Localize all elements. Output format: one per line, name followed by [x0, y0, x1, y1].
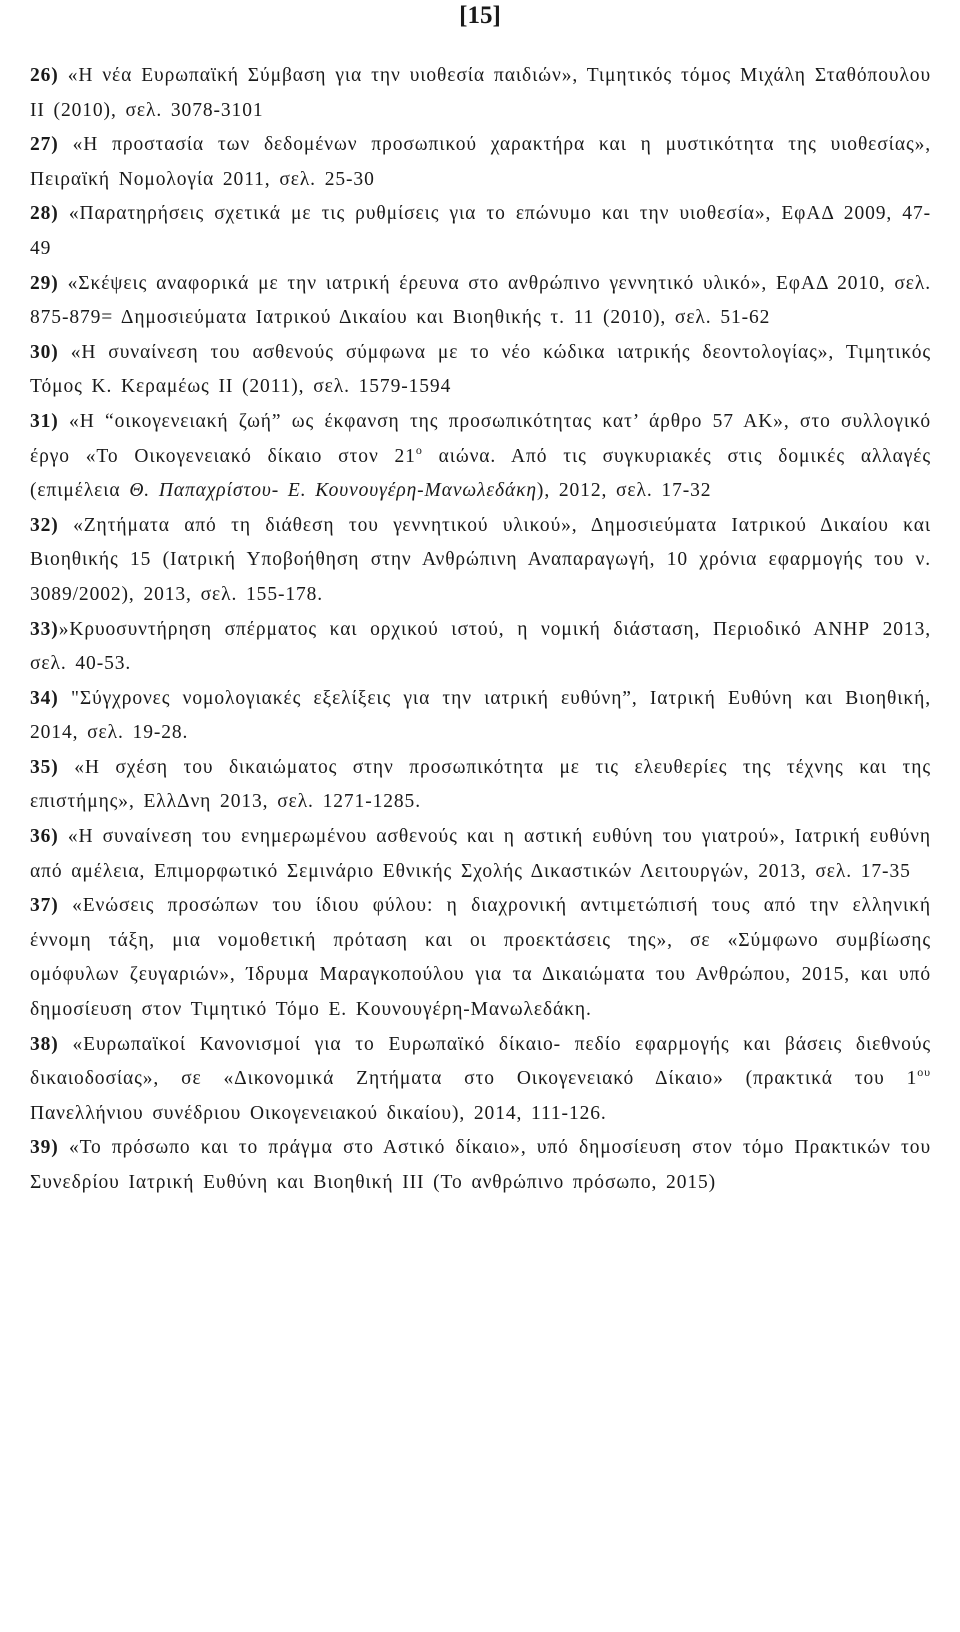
- publication-entry-29: [30, 267, 931, 336]
- superscript-ordinal: ο: [415, 442, 423, 457]
- publication-entry-36: [30, 820, 931, 889]
- entry-text: «Η προστασία των δεδομένων προσωπικού χαρακτήρα και η μυστικότητα της υιοθεσίας», Πειραϊκή Νομολογία 2011, σελ. 25-30: [30, 134, 931, 190]
- entry-text: «Η συναίνεση του ασθενούς σύμφωνα με το νέο κώδικα ιατρικής δεοντολογίας», Τιμητικός Τόμος Κ. Κεραμέως ΙΙ (2011), σελ. 1579-1594: [30, 341, 931, 398]
- entry-number: 31): [30, 410, 59, 432]
- entry-text: αιώνα. Από τις συγκυριακές στις δομικές αλλαγές (επιμέλεια: [30, 445, 931, 502]
- entry-number: 37): [30, 895, 59, 917]
- publication-entry-33: [30, 613, 931, 682]
- publication-entry-37: [30, 889, 931, 1027]
- publication-entry-32: [30, 509, 931, 613]
- publication-entry-27: [30, 128, 931, 197]
- publication-entry-39: [30, 1131, 931, 1200]
- entry-text: «Η “οικογενειακή ζωή” ως έκφανση της προσωπικότητας κατ’ άρθρο 57 ΑΚ», στο συλλογικό έργο «Το Οικογενειακό δίκαιο στον 21: [30, 410, 931, 467]
- entry-number: 35): [30, 756, 59, 778]
- publication-entry-28: [30, 197, 931, 266]
- editor-names: Θ. Παπαχρίστου- Ε. Κουνουγέρη-Μανωλεδάκη: [129, 480, 537, 502]
- entry-number: 38): [30, 1033, 59, 1055]
- entry-text: «Ευρωπαϊκοί Κανονισμοί για το Ευρωπαϊκό δίκαιο- πεδίο εφαρμογής και βάσεις διεθνούς δικαιοδοσίας», σε «Δικονομικά Ζητήματα στο Οικογενειακό Δίκαιο» (πρακτικά του 1: [30, 1033, 932, 1090]
- superscript-ordinal: ου: [917, 1065, 931, 1080]
- publication-entry-30: [30, 336, 931, 405]
- entry-text: «Το πρόσωπο και το πράγμα στο Αστικό δίκαιο», υπό δημοσίευση στον τόμο Πρακτικών του Συνεδρίου Ιατρική Ευθύνη και Βιοηθική ΙΙΙ (Το ανθρώπινο πρόσωπο, 2015): [30, 1137, 931, 1193]
- entry-number: 28): [30, 203, 59, 225]
- publication-entry-35: [30, 751, 931, 820]
- entry-number: 29): [30, 272, 59, 294]
- publication-entry-34: [30, 682, 931, 751]
- entry-number: 39): [30, 1137, 59, 1159]
- entry-text: «Σκέψεις αναφορικά με την ιατρική έρευνα στο ανθρώπινο γεννητικό υλικό», ΕφΑΔ 2010, σελ. 875-879= Δημοσιεύματα Ιατρικού Δικαίου και Βιοηθικής τ. 11 (2010), σελ. 51-62: [30, 272, 932, 329]
- publication-list: [30, 59, 931, 1201]
- publication-entry-26: [30, 59, 931, 128]
- entry-number: 32): [30, 514, 59, 536]
- entry-text: «Ενώσεις προσώπων του ίδιου φύλου: η διαχρονική αντιμετώπισή τους από την ελληνική έννομη τάξη, μια νομοθετική πρόταση και οι προεκτάσεις της», σε «Σύμφωνο συμβίωσης ομόφυλων ζευγαριών», Ίδρυμα Μαραγκοπούλου για τα Δικαιώματα του Ανθρώπου, 2015, και υπό δημοσίευση στον Τιμητικό Τόμο Ε. Κουνουγέρη-Μανωλεδάκη.: [30, 895, 931, 1021]
- entry-text: «Παρατηρήσεις σχετικά με τις ρυθμίσεις για το επώνυμο και την υιοθεσία», ΕφΑΔ 2009, 47-49: [30, 203, 931, 259]
- publication-entry-38: [30, 1028, 931, 1132]
- entry-number: 34): [30, 687, 59, 709]
- entry-text: »Κρυοσυντήρηση σπέρματος και ορχικού ιστού, η νομική διάσταση, Περιοδικό ΑΝΗΡ 2013, σελ. 40-53.: [30, 618, 931, 675]
- entry-text: «Η νέα Ευρωπαϊκή Σύμβαση για την υιοθεσία παιδιών», Τιμητικός τόμος Μιχάλη Σταθόπουλου ΙΙ (2010), σελ. 3078-3101: [30, 65, 932, 121]
- entry-text: Πανελλήνιου συνέδριου Οικογενειακού δικαίου), 2014, 111-126.: [30, 1102, 607, 1124]
- entry-number: 26): [30, 65, 59, 86]
- entry-number: 36): [30, 826, 59, 848]
- entry-text: ), 2012, σελ. 17-32: [536, 480, 712, 502]
- entry-text: «Η σχέση του δικαιώματος στην προσωπικότητα με τις ελευθερίες της τέχνης και της επιστήμης», ΕλλΔνη 2013, σελ. 1271-1285.: [30, 756, 931, 813]
- entry-text: «Η συναίνεση του ενημερωμένου ασθενούς και η αστική ευθύνη του γιατρού», Ιατρική ευθύνη από αμέλεια, Επιμορφωτικό Σεμινάριο Εθνικής Σχολής Δικαστικών Λειτουργών, 2013, σελ. 17-35: [30, 826, 931, 882]
- entry-number: 30): [30, 341, 59, 363]
- page-number: [15]: [459, 2, 501, 29]
- entry-text: «Ζητήματα από τη διάθεση του γεννητικού υλικού», Δημοσιεύματα Ιατρικού Δικαίου και Βιοηθικής 15 (Ιατρική Υποβοήθηση στην Ανθρώπινη Αναπαραγωγή, 10 χρόνια εφαρμογής του ν. 3089/2002), 2013, σελ. 155-178.: [30, 514, 931, 605]
- entry-text: "Σύγχρονες νομολογιακές εξελίξεις για την ιατρική ευθύνη”, Ιατρική Ευθύνη και Βιοηθική, 2014, σελ. 19-28.: [30, 687, 932, 744]
- entry-number: 33): [30, 618, 59, 640]
- publication-entry-31: [30, 405, 931, 509]
- entry-number: 27): [30, 134, 59, 156]
